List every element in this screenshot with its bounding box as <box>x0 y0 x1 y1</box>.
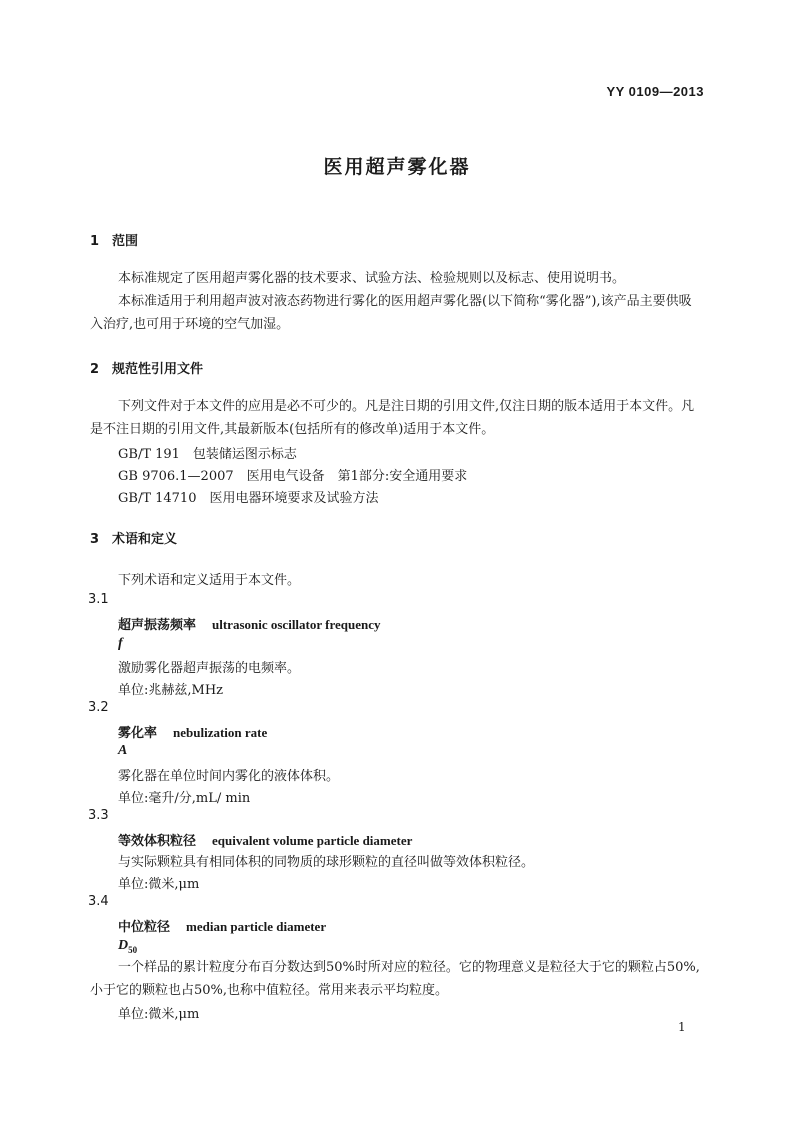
term-heading <box>118 830 412 849</box>
section-1-number: 1 <box>90 234 100 249</box>
section-2-title: 规范性引用文件 <box>112 362 204 377</box>
section-2-heading <box>90 358 203 377</box>
term-chinese: 雾化率 <box>118 726 158 741</box>
term-heading <box>118 916 326 935</box>
term-number: 3.4 <box>88 894 109 909</box>
term-english: nebulization rate <box>173 725 268 740</box>
term-unit: 单位:微米,μm <box>118 877 200 892</box>
term-definition: 雾化器在单位时间内雾化的液体体积。 <box>118 769 340 784</box>
term-unit: 单位:兆赫兹,MHz <box>118 683 224 698</box>
section-1-paragraph-1: 本标准规定了医用超声雾化器的技术要求、试验方法、检验规则以及标志、使用说明书。 <box>118 271 626 286</box>
section-3-heading <box>90 528 177 547</box>
term-definition: 与实际颗粒具有相同体积的同物质的球形颗粒的直径叫做等效体积粒径。 <box>118 855 535 870</box>
term-unit: 单位:毫升/分,mL/ min <box>118 791 251 806</box>
standard-number: YY 0109—2013 <box>606 84 704 99</box>
term-symbol <box>118 938 137 955</box>
section-2-number: 2 <box>90 362 100 377</box>
term-english: ultrasonic oscillator frequency <box>212 617 381 632</box>
section-1-heading <box>90 230 138 249</box>
term-chinese: 等效体积粒径 <box>118 834 197 849</box>
term-symbol-subscript: 50 <box>128 944 138 955</box>
section-2-paragraph-1: 下列文件对于本文件的应用是必不可少的。凡是注日期的引用文件,仅注日期的版本适用于本文件。凡是不注日期的引用文件,其最新版本(包括所有的修改单)适用于本文件。 <box>90 399 695 437</box>
term-unit: 单位:微米,μm <box>118 1007 200 1022</box>
term-heading <box>118 722 267 741</box>
term-symbol: A <box>118 743 128 758</box>
term-number: 3.1 <box>88 592 109 607</box>
term-number: 3.2 <box>88 700 109 715</box>
term-definition: 一个样品的累计粒度分布百分数达到50%时所对应的粒径。它的物理意义是粒径大于它的颗粒占50%,小于它的颗粒也占50%,也称中值粒径。常用来表示平均粒度。 <box>90 960 700 998</box>
reference-item: GB/T 14710 医用电器环境要求及试验方法 <box>118 491 379 506</box>
section-3-number: 3 <box>90 532 100 547</box>
reference-item: GB/T 191 包装储运图示标志 <box>118 447 297 462</box>
term-symbol: f <box>118 636 123 651</box>
term-chinese: 中位粒径 <box>118 920 171 935</box>
section-1-title: 范围 <box>112 234 139 249</box>
page-number: 1 <box>678 1020 686 1034</box>
section-3-intro: 下列术语和定义适用于本文件。 <box>118 573 301 588</box>
document-title: 医用超声雾化器 <box>323 156 471 178</box>
term-symbol-letter: D <box>118 938 129 953</box>
term-english: median particle diameter <box>186 919 327 934</box>
term-definition: 激励雾化器超声振荡的电频率。 <box>118 661 301 676</box>
term-chinese: 超声振荡频率 <box>118 618 197 633</box>
section-1-paragraph-2: 本标准适用于利用超声波对液态药物进行雾化的医用超声雾化器(以下简称“雾化器”),该产品主要供吸入治疗,也可用于环境的空气加湿。 <box>90 294 692 332</box>
term-heading <box>118 614 381 633</box>
term-number: 3.3 <box>88 808 109 823</box>
term-english: equivalent volume particle diameter <box>212 833 413 848</box>
reference-item: GB 9706.1—2007 医用电气设备 第1部分:安全通用要求 <box>118 469 468 484</box>
section-3-title: 术语和定义 <box>112 532 178 547</box>
